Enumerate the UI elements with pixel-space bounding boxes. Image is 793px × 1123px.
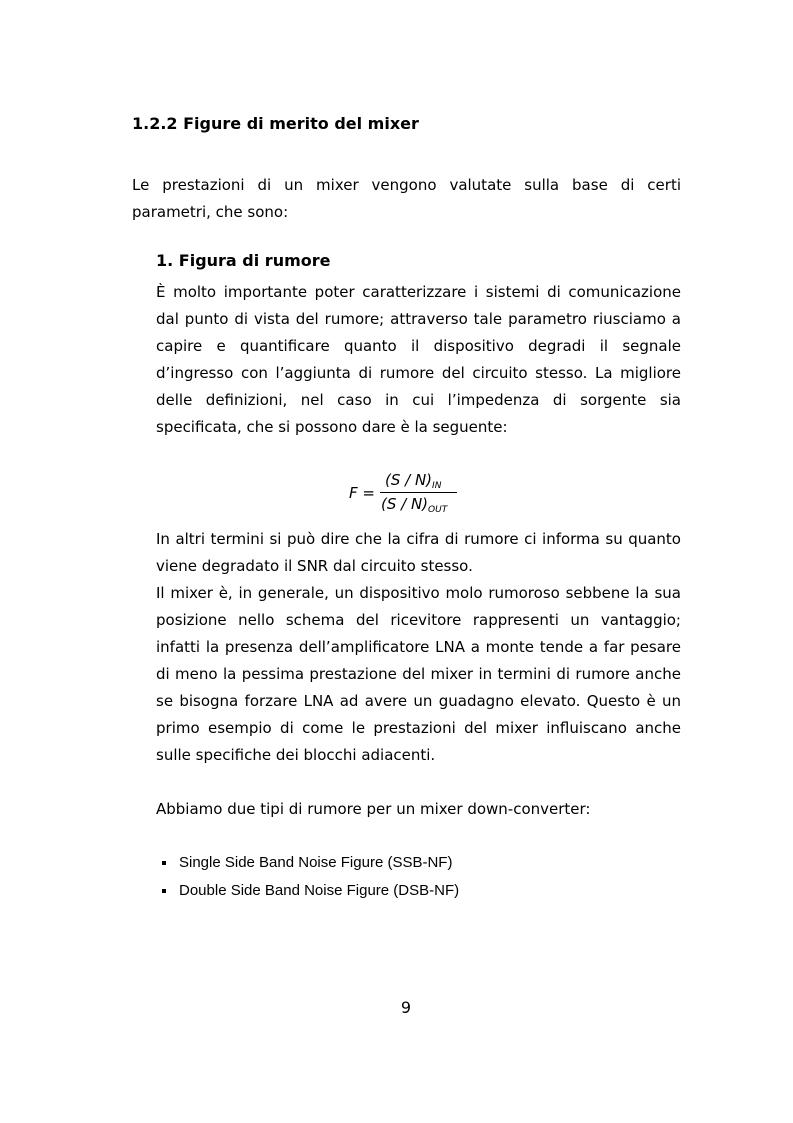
intro-paragraph: Le prestazioni di un mixer vengono valutate sulla base di certi parametri, che sono: bbox=[132, 176, 681, 221]
formula-numerator: $(S / N)_{IN}$ bbox=[385, 471, 442, 491]
square-bullet-icon bbox=[162, 889, 166, 893]
noise-types-intro: Abbiamo due tipi di rumore per un mixer down-converter: bbox=[156, 800, 591, 818]
mixer-noise-paragraph: Il mixer è, in generale, un dispositivo molo rumoroso sebbene la sua posizione nello schema del ricevitore rappresenti un vantaggio; infatti la presenza dell’amplificatore LNA a monte tende a far pesare di meno la pessima prestazione del mixer in termini di rumore anche se bisogna forzare LNA ad avere un guadagno elevato. Questo è un primo esempio di come le prestazioni del mixer influiscano anche sulle specifiche dei blocchi adiacenti. bbox=[156, 584, 681, 764]
formula-numerator-subscript: IN bbox=[432, 481, 442, 491]
page-number: 9 bbox=[400, 998, 412, 1017]
noise-types-list bbox=[162, 849, 459, 905]
fraction-bar bbox=[380, 492, 457, 493]
snr-paragraph: In altri termini si può dire che la cifra di rumore ci informa su quanto viene degradato il SNR dal circuito stesso. bbox=[156, 530, 681, 575]
section-title: 1.2.2 Figure di merito del mixer bbox=[132, 114, 419, 133]
formula-denominator: $(S / N)_{OUT}$ bbox=[381, 495, 448, 515]
list-item: Single Side Band Noise Figure (SSB-NF) bbox=[162, 849, 459, 877]
list-item: Double Side Band Noise Figure (DSB-NF) bbox=[162, 877, 459, 905]
subsection-title: 1. Figura di rumore bbox=[156, 251, 331, 270]
square-bullet-icon bbox=[162, 861, 166, 865]
noise-figure-paragraph: È molto importante poter caratterizzare i sistemi di comunicazione dal punto di vista del rumore; attraverso tale parametro riusciamo a capire e quantificare quanto il dispositivo degradi il segnale d’ingresso con l’aggiunta di rumore del circuito stesso. La migliore delle definizioni, nel caso in cui l’impedenza di sorgente sia specificata, che si possono dare è la seguente: bbox=[156, 283, 681, 436]
formula-denominator-subscript: OUT bbox=[428, 505, 448, 515]
mixer-noise-text bbox=[156, 526, 681, 769]
formula-lhs: F = bbox=[349, 484, 375, 502]
